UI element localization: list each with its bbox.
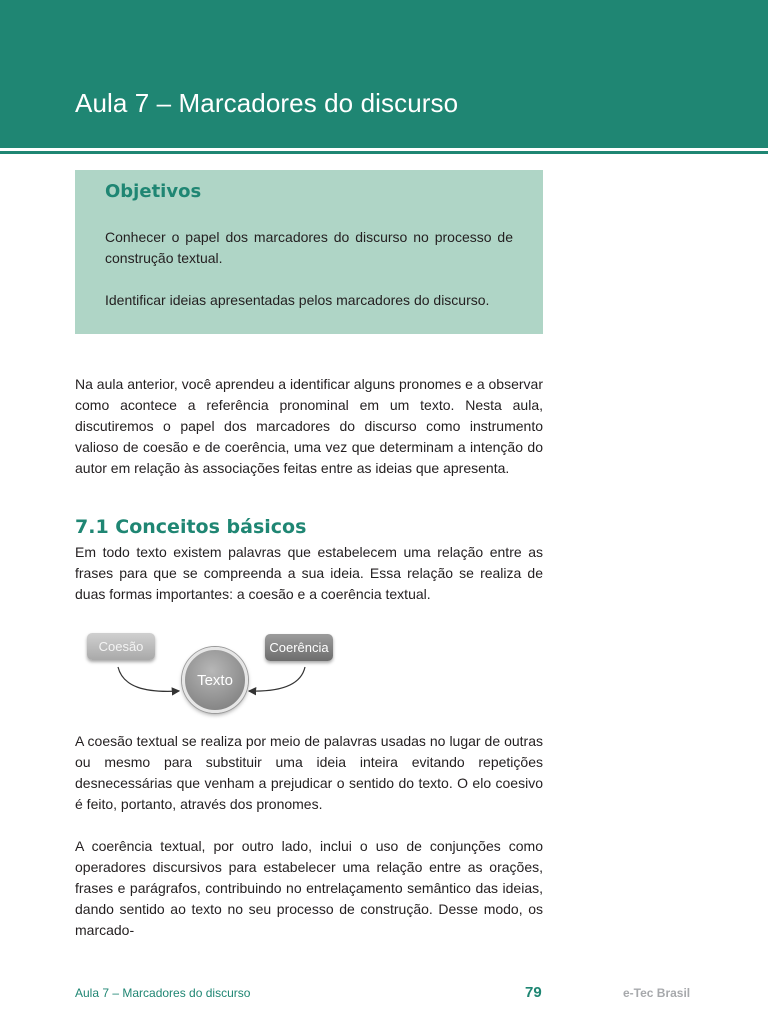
footer-brand: e-Tec Brasil [623, 986, 691, 1000]
objective-item: Identificar ideias apresentadas pelos marcadores do discurso. [105, 292, 490, 308]
body-paragraph: Em todo texto existem palavras que estabelecem uma relação entre as frases para que se compreenda a sua ideia. Essa relação se realiza de duas formas importantes: a coesão e a coerência textual. [75, 544, 543, 602]
coerencia-label: Coerência [265, 634, 333, 661]
objective-item: Conhecer o papel dos marcadores do discurso no processo de construção textual. [105, 229, 513, 266]
intro-paragraph: Na aula anterior, você aprendeu a identificar alguns pronomes e a observar como acontece a referência pronominal em um texto. Nesta aula, discutiremos o papel dos marcadores do discurso como instrumento valioso de coesão e de coerência, uma vez que determinam a intenção do autor em relação às associações feitas entre as ideias que apresenta. [75, 376, 543, 476]
footer-chapter: Aula 7 – Marcadores do discurso [75, 986, 251, 1000]
coesao-label: Coesão [87, 633, 155, 660]
body-paragraph: A coerência textual, por outro lado, inclui o uso de conjunções como operadores discursivos para estabelecer uma relação entre as orações, frases e parágrafos, contribuindo no entrelaçamento semântico das ideias, dando sentido ao texto no seu processo de construção. Desse modo, os marcado- [75, 838, 543, 938]
header-divider-line [0, 151, 768, 154]
objectives-box [75, 170, 543, 334]
body-paragraph: A coesão textual se realiza por meio de palavras usadas no lugar de outras ou mesmo para substituir uma ideia inteira evitando repetições desnecessárias que venham a prejudicar o sentido do texto. O elo coesivo é feito, portanto, através dos pronomes. [75, 733, 543, 812]
page-title: Aula 7 – Marcadores do discurso [75, 88, 459, 118]
cohesion-coherence-diagram [75, 625, 375, 720]
arrow-left [118, 667, 179, 691]
section-title: 7.1 Conceitos básicos [75, 516, 307, 538]
page-header [0, 0, 768, 148]
page-number: 79 [525, 984, 542, 1001]
texto-circle: Texto [182, 647, 248, 713]
objectives-title: Objetivos [105, 181, 202, 202]
arrow-right [249, 667, 305, 691]
